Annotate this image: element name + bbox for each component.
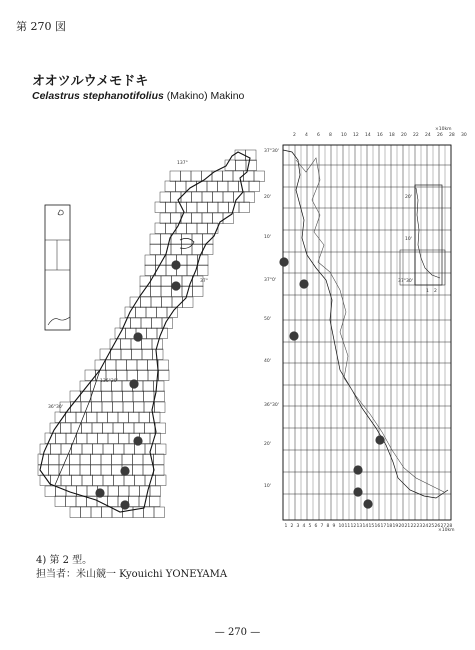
map-grid-cell	[85, 370, 96, 381]
map-grid-cell	[202, 213, 213, 224]
map-grid-cell	[193, 286, 204, 297]
side-tick-label: 50'	[264, 317, 271, 322]
map-grid-cell	[116, 360, 127, 371]
label-36-30: 36°30'	[48, 405, 63, 410]
inset-tick-37-30: 37°30'	[398, 279, 413, 284]
top-tick-label: 10	[341, 133, 347, 138]
map-grid-cell	[56, 433, 67, 444]
map-grid-cell	[146, 307, 157, 318]
bottom-tick-label: 16	[374, 524, 381, 529]
map-grid-cell	[106, 360, 117, 371]
peninsula-coastline	[40, 152, 250, 512]
map-grid-cell	[182, 244, 193, 255]
map-grid-cell	[155, 223, 166, 234]
map-grid-cell	[108, 496, 119, 507]
label-137: 137°	[177, 161, 188, 166]
map-grid-cell	[161, 276, 172, 287]
bottom-tick-label: 6	[314, 524, 318, 529]
bottom-tick-label: 25	[428, 524, 435, 529]
map-grid-cell	[91, 465, 102, 476]
top-tick-label: 14	[365, 133, 371, 138]
bottom-tick-label: 9	[332, 524, 336, 529]
map-grid-cell	[150, 234, 161, 245]
figure-number: 第 270 図	[16, 20, 66, 33]
map-grid-cell	[87, 412, 98, 423]
map-grid-cell	[102, 507, 113, 518]
map-grid-cell	[127, 370, 138, 381]
side-tick-label: 20'	[264, 442, 271, 447]
map-grid-cell	[203, 244, 214, 255]
label-136-30: 136°30'	[100, 379, 118, 384]
map-grid-cell	[129, 496, 140, 507]
map-grid-cell	[151, 297, 162, 308]
bottom-tick-label: 2	[290, 524, 294, 529]
map-grid-cell	[171, 192, 182, 203]
map-grid-cell	[113, 423, 124, 434]
map-grid-cell	[172, 297, 183, 308]
map-grid-cell	[114, 444, 125, 455]
map-grid-cell	[154, 507, 165, 518]
side-tick-label: 36°30'	[264, 403, 279, 408]
map-grid-cell	[239, 202, 250, 213]
occurrence-dot	[363, 499, 372, 508]
map-grid-cell	[140, 276, 151, 287]
map-grid-cell	[141, 297, 152, 308]
inset-x-1: 1	[426, 289, 429, 294]
bottom-tick-label: 13	[356, 524, 363, 529]
map-grid-cell	[197, 202, 208, 213]
map-grid-cell	[124, 444, 135, 455]
map-grid-cell	[108, 433, 119, 444]
map-grid-cell	[181, 171, 192, 182]
bottom-tick-label: 3	[296, 524, 300, 529]
map-grid-cell	[156, 444, 167, 455]
map-grid-cell	[145, 255, 156, 266]
map-grid-cell	[157, 307, 168, 318]
bottom-tick-label: 17	[380, 524, 387, 529]
map-grid-cell	[113, 402, 124, 413]
map-grid-cell	[119, 486, 130, 497]
map-grid-cell	[112, 465, 123, 476]
map-grid-cell	[197, 223, 208, 234]
map-grid-cell	[98, 433, 109, 444]
map-grid-cell	[140, 286, 151, 297]
map-grid-cell	[151, 286, 162, 297]
top-tick-label: 8	[329, 133, 332, 138]
map-grid-cell	[218, 202, 229, 213]
top-tick-label: 28	[449, 133, 455, 138]
inset-tick-20: 20'	[405, 195, 412, 200]
map-grid-cell	[160, 192, 171, 203]
top-tick-label: 12	[353, 133, 359, 138]
elevation-profile	[283, 150, 448, 498]
map-grid-cell	[61, 475, 72, 486]
map-grid-cell	[129, 412, 140, 423]
map-grid-cell	[213, 213, 224, 224]
map-grid-cell	[129, 486, 140, 497]
map-grid-cell	[170, 171, 181, 182]
map-grid-cell	[80, 454, 91, 465]
occurrence-dot	[171, 281, 180, 290]
map-grid-cell	[133, 454, 144, 465]
top-tick-label: 4	[305, 133, 308, 138]
map-grid-cell	[191, 171, 202, 182]
bottom-tick-label: 19	[392, 524, 399, 529]
map-grid-cell	[249, 181, 260, 192]
map-grid-cell	[134, 423, 145, 434]
bottom-tick-label: 5	[308, 524, 312, 529]
map-grid-cell	[208, 223, 219, 234]
map-grid-cell	[150, 244, 161, 255]
authority: (Makino) Makino	[166, 90, 245, 102]
occurrence-dot	[353, 487, 362, 496]
map-grid-cell	[133, 391, 144, 402]
map-grid-cell	[155, 423, 166, 434]
map-grid-cell	[187, 202, 198, 213]
map-grid-cell	[150, 412, 161, 423]
map-grid-cell	[82, 423, 93, 434]
map-grid-cell	[154, 465, 165, 476]
bottom-tick-label: 18	[386, 524, 393, 529]
bottom-tick-label: 8	[326, 524, 330, 529]
side-tick-label: 20'	[264, 195, 271, 200]
bottom-tick-label: 15	[368, 524, 375, 529]
map-grid-cell	[134, 402, 145, 413]
map-grid-cell	[213, 192, 224, 203]
bottom-tick-label: 27	[440, 524, 447, 529]
map-grid-cell	[108, 486, 119, 497]
map-grid-cell	[93, 475, 104, 486]
map-grid-cell	[159, 370, 170, 381]
map-grid-cell	[207, 181, 218, 192]
bottom-tick-label: 14	[362, 524, 369, 529]
map-grid-cell	[45, 486, 56, 497]
page-number: — 270 —	[214, 627, 261, 638]
bottom-tick-label: 12	[350, 524, 357, 529]
map-grid-cell	[97, 412, 108, 423]
map-grid-cell	[152, 318, 163, 329]
map-grid-cell	[142, 339, 153, 350]
map-grid-cell	[176, 223, 187, 234]
label-37: 37°	[200, 279, 208, 284]
map-grid-cell	[155, 402, 166, 413]
map-grid-cell	[153, 349, 164, 360]
map-grid-cell	[112, 391, 123, 402]
map-grid-cell	[72, 475, 83, 486]
map-grid-cell	[81, 507, 92, 518]
bottom-tick-label: 11	[344, 524, 351, 529]
map-grid-cell	[118, 412, 129, 423]
map-grid-cell	[254, 171, 265, 182]
map-grid-cell	[136, 307, 147, 318]
occurrence-dot	[95, 488, 104, 497]
map-grid-cell	[71, 402, 82, 413]
map-grid-cell	[112, 454, 123, 465]
top-tick-label: 16	[377, 133, 383, 138]
bottom-tick-label: 7	[320, 524, 324, 529]
map-grid-cell	[66, 412, 77, 423]
map-grid-cell	[59, 465, 70, 476]
map-grid-cell	[142, 349, 153, 360]
map-grid-cell	[131, 318, 142, 329]
map-grid-cell	[77, 433, 88, 444]
map-grid-cell	[132, 349, 143, 360]
side-tick-label: 10'	[264, 235, 271, 240]
transect-grid	[264, 132, 467, 529]
map-grid-cell	[101, 465, 112, 476]
map-grid-cell	[171, 244, 182, 255]
map-grid-cell	[135, 444, 146, 455]
map-grid-cell	[124, 475, 135, 486]
occurrence-dot	[375, 435, 384, 444]
map-grid-cell	[145, 423, 156, 434]
map-grid-cell	[114, 475, 125, 486]
top-tick-label: 6	[317, 133, 320, 138]
inset-x-2: 2	[434, 289, 437, 294]
map-grid-cell	[150, 496, 161, 507]
map-grid-cell	[61, 423, 72, 434]
map-grid-cell	[183, 297, 194, 308]
map-grid-cell	[187, 223, 198, 234]
map-grid-cell	[102, 402, 113, 413]
map-grid-cell	[139, 412, 150, 423]
map-grid-cell	[218, 181, 229, 192]
map-grid-cell	[93, 444, 104, 455]
bottom-tick-label: 26	[434, 524, 441, 529]
map-grid-cell	[82, 444, 93, 455]
map-grid-cell	[80, 381, 91, 392]
map-grid-cell	[223, 192, 234, 203]
map-grid-cell	[155, 202, 166, 213]
map-grid-cell	[197, 181, 208, 192]
top-tick-label: 18	[389, 133, 395, 138]
bottom-tick-label: 4	[302, 524, 306, 529]
map-grid-cell	[166, 202, 177, 213]
occurrence-dot	[129, 379, 138, 388]
occurrence-dot	[133, 436, 142, 445]
map-grid-cell	[49, 454, 60, 465]
map-grid-cell	[70, 454, 81, 465]
map-grid-cell	[154, 454, 165, 465]
map-grid-cell	[102, 391, 113, 402]
map-grid-cell	[124, 423, 135, 434]
map-grid-cell	[119, 433, 130, 444]
side-tick-label: 37°30'	[264, 149, 279, 154]
occurrence-dot	[120, 466, 129, 475]
map-grid-cell	[81, 402, 92, 413]
map-grid-cell	[117, 370, 128, 381]
bottom-tick-label: 22	[410, 524, 417, 529]
map-grid-cell	[143, 465, 154, 476]
map-grid-cell	[103, 423, 114, 434]
prefecture-boundary	[55, 370, 100, 485]
map-grid-cell	[147, 328, 158, 339]
map-grid-cell	[66, 496, 77, 507]
map-grid-cell	[123, 402, 134, 413]
map-grid-cell	[76, 496, 87, 507]
map-grid-cell	[108, 412, 119, 423]
map-grid-cell	[223, 171, 234, 182]
map-grid-cell	[80, 465, 91, 476]
map-grid-cell	[103, 444, 114, 455]
map-grid-cell	[133, 465, 144, 476]
occurrence-dot	[133, 332, 142, 341]
map-grid-cell	[55, 496, 66, 507]
map-grid-cell	[122, 454, 133, 465]
map-grid-cell	[246, 150, 257, 161]
map-grid-cell	[171, 234, 182, 245]
side-tick-label: 37°0'	[264, 278, 277, 283]
map-grid-cell	[198, 265, 209, 276]
map-grid-cell	[192, 213, 203, 224]
map-grid-cell	[158, 360, 169, 371]
map-grid-cell	[161, 286, 172, 297]
prefecture-map	[38, 150, 265, 518]
scale-bottom: ×10km	[438, 528, 455, 533]
bottom-tick-label: 10	[338, 524, 345, 529]
map-grid-cell	[56, 486, 67, 497]
top-tick-label: 2	[293, 133, 296, 138]
map-grid-cell	[137, 360, 148, 371]
map-grid-cell	[70, 507, 81, 518]
map-grid-cell	[192, 192, 203, 203]
map-grid-cell	[92, 423, 103, 434]
map-grid-cell	[123, 391, 134, 402]
map-grid-cell	[111, 349, 122, 360]
occurrence-dot	[279, 257, 288, 266]
map-grid-cell	[154, 381, 165, 392]
map-grid-cell	[236, 160, 247, 171]
inset-map-small	[45, 205, 70, 330]
map-grid-cell	[162, 297, 173, 308]
top-tick-label: 26	[437, 133, 443, 138]
map-grid-cell	[72, 444, 83, 455]
map-grid-cell	[145, 265, 156, 276]
map-grid-cell	[82, 475, 93, 486]
author-credit: 担当者：米山競一 Kyouichi YONEYAMA	[36, 569, 228, 580]
map-grid-cell	[92, 402, 103, 413]
top-tick-label: 20	[401, 133, 407, 138]
map-grid-cell	[150, 486, 161, 497]
occurrence-dot	[120, 500, 129, 509]
map-grid-cell	[244, 192, 255, 203]
inset-tick-10: 10'	[405, 237, 412, 242]
map-grid-cell	[101, 454, 112, 465]
bottom-tick-label: 23	[416, 524, 423, 529]
map-grid-cell	[156, 475, 167, 486]
species-name-japanese: オオツルウメモドキ	[32, 74, 149, 89]
map-grid-cell	[141, 318, 152, 329]
genus-species: Celastrus stephanotifolius	[32, 90, 164, 102]
side-tick-label: 10'	[264, 484, 271, 489]
occurrence-dot	[289, 331, 298, 340]
bottom-tick-label: 1	[284, 524, 288, 529]
map-grid-cell	[148, 360, 159, 371]
map-grid-cell	[239, 181, 250, 192]
map-grid-cell	[49, 465, 60, 476]
occurrence-dot	[171, 260, 180, 269]
map-grid-cell	[143, 381, 154, 392]
bottom-tick-label: 20	[398, 524, 405, 529]
map-grid-cell	[228, 181, 239, 192]
bottom-tick-label: 28	[446, 524, 453, 529]
inset-chart	[398, 185, 445, 294]
scale-top: ×10km	[435, 127, 452, 132]
map-grid-cell	[144, 507, 155, 518]
top-tick-label: 30	[461, 133, 467, 138]
map-grid-cell	[176, 181, 187, 192]
map-grid-cell	[70, 465, 81, 476]
map-grid-cell	[51, 444, 62, 455]
map-grid-cell	[165, 181, 176, 192]
map-grid-cell	[91, 454, 102, 465]
map-grid-cell	[91, 507, 102, 518]
bottom-tick-label: 24	[422, 524, 429, 529]
occurrence-dot	[299, 279, 308, 288]
map-grid-cell	[181, 192, 192, 203]
note: 4) 第 2 型。	[36, 555, 93, 566]
top-tick-label: 24	[425, 133, 431, 138]
map-grid-cell	[144, 391, 155, 402]
map-grid-cell	[160, 213, 171, 224]
map-grid-cell	[202, 192, 213, 203]
map-grid-cell	[138, 370, 149, 381]
occurrence-dot	[353, 465, 362, 474]
map-grid-cell	[187, 255, 198, 266]
side-tick-label: 40'	[264, 359, 271, 364]
map-grid-cell	[87, 433, 98, 444]
map-grid-cell	[127, 360, 138, 371]
map-grid-cell	[121, 349, 132, 360]
bottom-tick-label: 21	[404, 524, 411, 529]
map-grid-cell	[208, 202, 219, 213]
top-tick-label: 22	[413, 133, 419, 138]
map-grid-cell	[244, 171, 255, 182]
map-grid-cell	[121, 339, 132, 350]
map-grid-cell	[103, 475, 114, 486]
map-grid-cell	[135, 475, 146, 486]
